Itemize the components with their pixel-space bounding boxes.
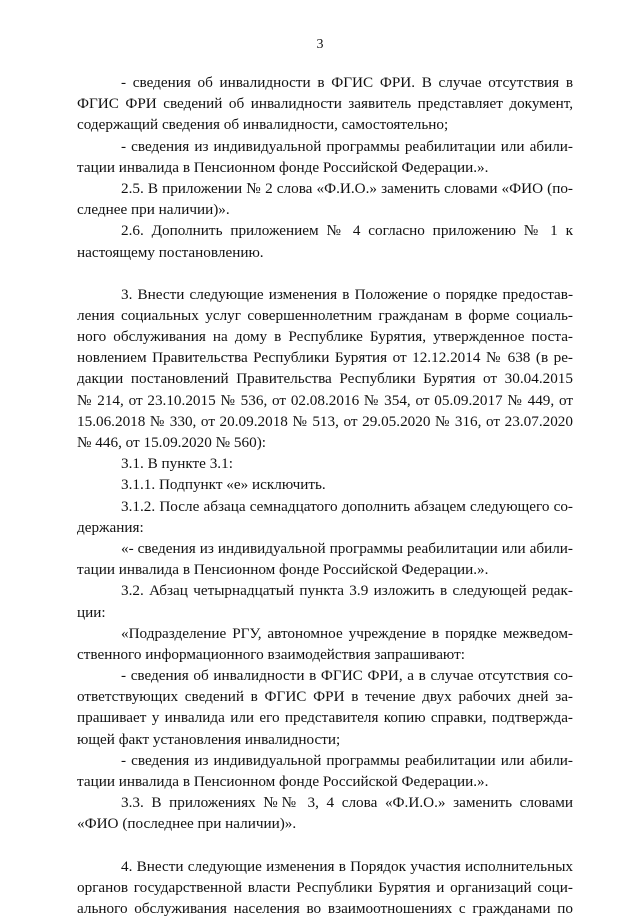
paragraph bbox=[77, 496, 573, 538]
text-line: тации инвалида в Пенсионном фонде Российской Федерации.». bbox=[77, 561, 489, 579]
text-line: 3.3. В приложениях №№ 3, 4 слова «Ф.И.О.» заменить словами bbox=[121, 794, 573, 812]
text-line: ального обслуживания населения во взаимоотношениях с гражданами по bbox=[77, 899, 573, 917]
text-line: № 214, от 23.10.2015 № 536, от 02.08.2016 № 354, от 05.09.2017 № 449, от bbox=[77, 391, 573, 409]
text-line: 3.2. Абзац четырнадцатый пункта 3.9 изложить в следующей редак- bbox=[121, 582, 573, 600]
text-line: 15.06.2018 № 330, от 20.09.2018 № 513, от 29.05.2020 № 316, от 23.07.2020 bbox=[77, 412, 573, 430]
text-line: № 446, от 15.09.2020 № 560): bbox=[77, 434, 266, 451]
document-body bbox=[77, 72, 573, 919]
paragraph bbox=[77, 284, 573, 454]
text-line: 2.5. В приложении № 2 слова «Ф.И.О.» заменить словами «ФИО (по- bbox=[121, 179, 573, 197]
text-line: прашивает у инвалида или его представителя копию справки, подтвержда- bbox=[77, 709, 573, 727]
text-line: 3.1.1. Подпункт «е» исключить. bbox=[121, 476, 326, 494]
text-line: - сведения из индивидуальной программы реабилитации или абили- bbox=[121, 751, 573, 769]
text-line: «Подразделение РГУ, автономное учреждение в порядке межведом- bbox=[121, 624, 573, 642]
paragraph bbox=[77, 136, 573, 178]
paragraph bbox=[77, 856, 573, 919]
text-line: 3.1. В пункте 3.1: bbox=[121, 455, 233, 473]
paragraph bbox=[77, 538, 573, 580]
text-line: - сведения из индивидуальной программы реабилитации или абили- bbox=[121, 137, 573, 155]
text-line: настоящему постановлению. bbox=[77, 243, 264, 261]
paragraph bbox=[77, 453, 573, 474]
text-line: 4. Внести следующие изменения в Порядок участия исполнительных bbox=[121, 857, 573, 875]
text-line: ющей факт установления инвалидности; bbox=[77, 730, 341, 748]
text-line: - сведения об инвалидности в ФГИС ФРИ, а в случае отсутствия со- bbox=[121, 667, 573, 685]
text-line: следнее при наличии)». bbox=[77, 201, 230, 219]
text-line: «ФИО (последнее при наличии)». bbox=[77, 815, 297, 833]
text-line: ственного информационного взаимодействия запрашивают: bbox=[77, 645, 465, 663]
paragraph-gap bbox=[77, 835, 573, 856]
text-line: 3. Внести следующие изменения в Положение о порядке предостав- bbox=[121, 285, 573, 303]
page-number: 3 bbox=[316, 37, 324, 52]
text-line: держания: bbox=[77, 518, 144, 536]
paragraph bbox=[77, 750, 573, 792]
paragraph bbox=[77, 623, 573, 665]
paragraph bbox=[77, 792, 573, 834]
text-line: дакции постановлений Правительства Республики Бурятия от 30.04.2015 bbox=[77, 370, 573, 388]
paragraph bbox=[77, 178, 573, 220]
text-line: 3.1.2. После абзаца семнадцатого дополнить абзацем следующего со- bbox=[121, 497, 573, 515]
text-line: ответствующих сведений в ФГИС ФРИ в течение двух рабочих дней за- bbox=[77, 688, 573, 706]
text-line: - сведения об инвалидности в ФГИС ФРИ. В случае отсутствия в bbox=[121, 74, 573, 91]
text-line: содержащий сведения об инвалидности, самостоятельно; bbox=[77, 116, 449, 134]
text-line: ФГИС ФРИ сведений об инвалидности заявитель представляет документ, bbox=[77, 95, 573, 113]
paragraph bbox=[77, 72, 573, 136]
text-line: ного обслуживания на дому в Республике Бурятия, утвержденное поста- bbox=[77, 328, 573, 346]
text-line: тации инвалида в Пенсионном фонде Российской Федерации.». bbox=[77, 773, 489, 790]
text-line: «- сведения из индивидуальной программы реабилитации или абили- bbox=[121, 539, 573, 557]
text-line: новлением Правительства Республики Бурятия от 12.12.2014 № 638 (в ре- bbox=[77, 349, 573, 367]
paragraph-gap bbox=[77, 263, 573, 284]
paragraph bbox=[77, 220, 573, 262]
text-line: органов государственной власти Республики Бурятия и организаций соци- bbox=[77, 878, 573, 896]
text-line: 2.6. Дополнить приложением № 4 согласно приложению № 1 к bbox=[121, 222, 573, 240]
paragraph bbox=[77, 665, 573, 750]
paragraph bbox=[77, 474, 573, 495]
text-line: ления социальных услуг совершеннолетним гражданам в форме социаль- bbox=[77, 306, 573, 324]
paragraph bbox=[77, 580, 573, 622]
text-line: тации инвалида в Пенсионном фонде Российской Федерации.». bbox=[77, 158, 489, 176]
text-line: ции: bbox=[77, 603, 106, 621]
